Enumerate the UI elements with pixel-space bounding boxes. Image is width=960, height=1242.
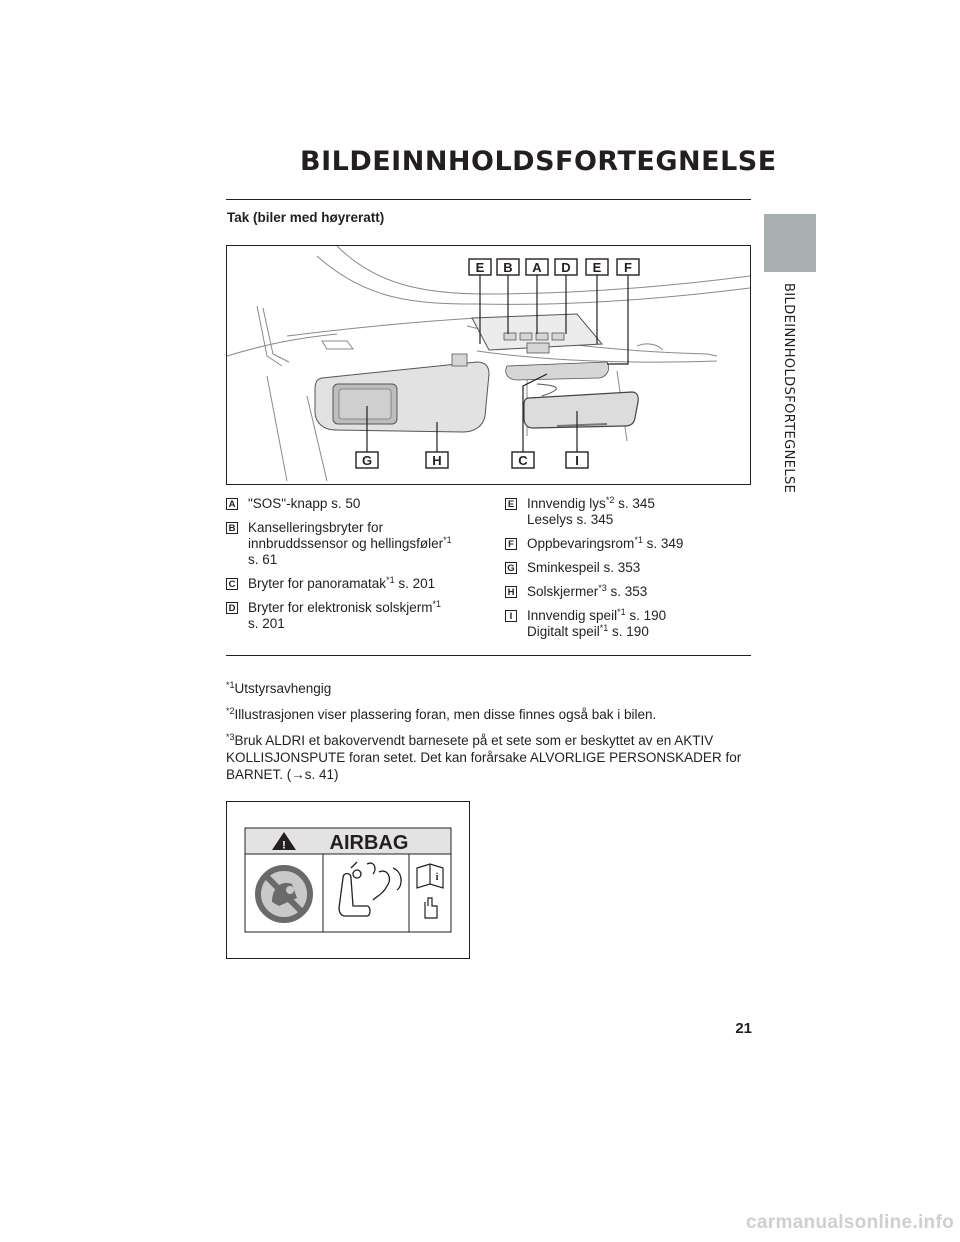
label-e-left: E — [475, 260, 485, 275]
side-tab-marker[interactable] — [764, 214, 816, 272]
roof-illustration-drawing — [227, 246, 750, 484]
side-tab-text: BILDEINNHOLDSFORTEGNELSE — [781, 283, 796, 494]
legend-key: H — [505, 586, 517, 598]
side-tab-label — [764, 283, 816, 493]
legend-key: D — [226, 602, 238, 614]
legend-entry-f: F Oppbevaringsrom$^{*1}$ s. 349 — [505, 536, 751, 552]
footnote-1: $^{*1}$Utstyrsavhengig — [226, 680, 332, 696]
page-title: BILDEINNHOLDSFORTEGNELSE — [300, 146, 777, 177]
legend-key: G — [505, 562, 517, 574]
legend-entry-e: E Innvendig lys$^{*2}$ s. 345 Leselys s. 345 — [505, 496, 751, 528]
legend-right — [505, 496, 751, 648]
legend-key: F — [505, 538, 517, 550]
footnotes — [226, 680, 751, 792]
legend-entry-a: A "SOS"-knapp s. 50 — [226, 496, 488, 512]
notes-divider — [226, 655, 751, 656]
legend-key: I — [505, 610, 517, 622]
legend-entry-i: I Innvendig speil$^{*1}$ s. 190 Digitalt speil$^{*1}$ s. 190 — [505, 608, 751, 640]
legend-entry-d: D Bryter for elektronisk solskjerm$^{*1}$ s. 201 — [226, 600, 488, 632]
svg-text:i: i — [435, 872, 439, 883]
watermark: carmanualsonline.info — [746, 1212, 954, 1233]
label-g: G — [361, 453, 373, 468]
figure-labels-top — [469, 259, 639, 275]
legend-key: B — [226, 522, 238, 534]
label-i: I — [575, 453, 579, 468]
label-c: C — [518, 453, 528, 468]
top-divider — [226, 199, 751, 200]
legend-left — [226, 496, 488, 640]
legend-key: A — [226, 498, 238, 510]
airbag-warning-label — [226, 801, 470, 959]
airbag-title: AIRBAG — [329, 832, 409, 854]
label-h: H — [432, 453, 442, 468]
label-f: F — [624, 260, 632, 275]
no-rear-facing-seat-icon — [258, 868, 310, 920]
legend-entry-g: G Sminkespeil s. 353 — [505, 560, 751, 576]
airbag-warning-graphic — [227, 802, 469, 958]
legend-key: C — [226, 578, 238, 590]
label-d: D — [561, 260, 571, 275]
label-b: B — [503, 260, 513, 275]
legend-key: E — [505, 498, 517, 510]
warning-mark: ! — [282, 839, 286, 852]
footnote-2: $^{*2}$Illustrasjonen viser plassering foran, men disse finnes også bak i bilen. — [226, 706, 657, 722]
legend-entry-c: C Bryter for panoramatak$^{*1}$ s. 201 — [226, 576, 488, 592]
label-e-right: E — [592, 260, 602, 275]
legend-entry-h: H Solskjermer$^{*3}$ s. 353 — [505, 584, 751, 600]
roof-illustration — [226, 245, 751, 485]
legend-entry-b: B Kanselleringsbryter for innbruddssensor og hellingsføler$^{*1}$ s. 61 — [226, 520, 488, 568]
figure-labels-bottom — [356, 452, 588, 468]
footnote-3: $^{*3}$Bruk ALDRI et bakovervendt barnesete på et sete som er beskyttet av en AKTIV KOLLISJONSPUTE foran setet. Det kan forårsake ALVORLIGE PERSONSKADER for BARNET. (→s. 41) — [226, 732, 742, 782]
page-number: 21 — [735, 1020, 752, 1037]
section-title: Tak (biler med høyreratt) — [227, 210, 385, 225]
label-a: A — [532, 260, 542, 275]
